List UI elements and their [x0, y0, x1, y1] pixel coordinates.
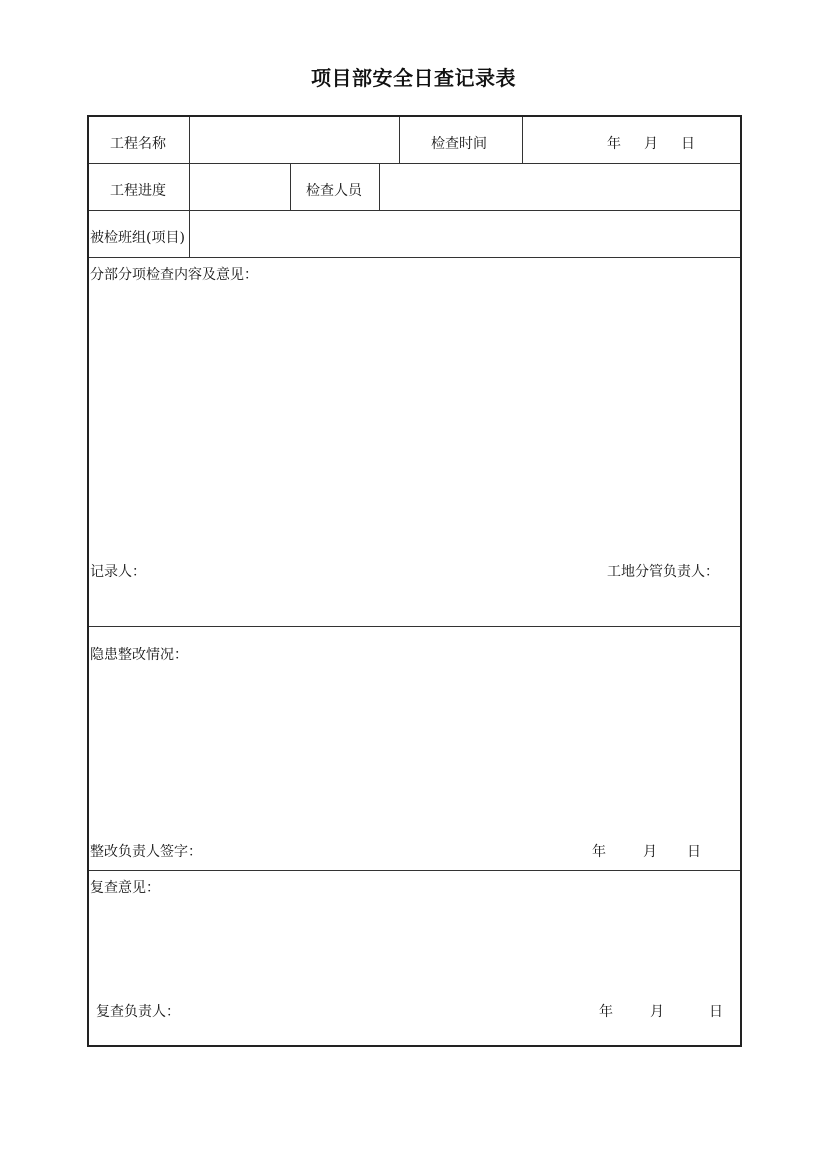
recheck-day: 日 — [709, 1004, 723, 1020]
project-name-label: 工程名称 — [110, 136, 166, 152]
rectification-label: 隐患整改情况： — [90, 647, 188, 663]
recheck-label: 复查意见： — [90, 880, 160, 896]
check-time-label: 检查时间 — [431, 136, 487, 152]
check-time-year: 年 — [607, 136, 621, 152]
col-divider-inspector-left — [290, 163, 291, 210]
team-label: 被检班组(项目) — [90, 230, 185, 246]
recheck-area[interactable] — [89, 871, 740, 1045]
form-title: 项目部安全日查记录表 — [311, 66, 516, 90]
site-manager-label: 工地分管负责人： — [607, 564, 719, 580]
recheck-month: 月 — [650, 1004, 664, 1020]
check-time-field[interactable] — [523, 117, 740, 163]
col-divider-checktime-left — [399, 117, 400, 163]
inspection-content-label: 分部分项检查内容及意见： — [90, 267, 258, 283]
project-name-field[interactable] — [190, 117, 399, 163]
rectification-month: 月 — [643, 844, 657, 860]
recheck-responsible-label: 复查负责人： — [96, 1004, 180, 1020]
rectification-day: 日 — [687, 844, 701, 860]
progress-field[interactable] — [190, 164, 290, 210]
recorder-label: 记录人： — [90, 564, 146, 580]
team-field[interactable] — [190, 211, 740, 257]
check-time-month: 月 — [644, 136, 658, 152]
rectification-signature-label: 整改负责人签字： — [90, 844, 202, 860]
inspector-field[interactable] — [380, 164, 740, 210]
safety-inspection-form — [87, 115, 742, 1047]
inspector-label: 检查人员 — [306, 183, 362, 199]
rectification-year: 年 — [592, 844, 606, 860]
progress-label: 工程进度 — [110, 183, 166, 199]
check-time-day: 日 — [681, 136, 695, 152]
rectification-area[interactable] — [89, 627, 740, 870]
recheck-year: 年 — [599, 1004, 613, 1020]
